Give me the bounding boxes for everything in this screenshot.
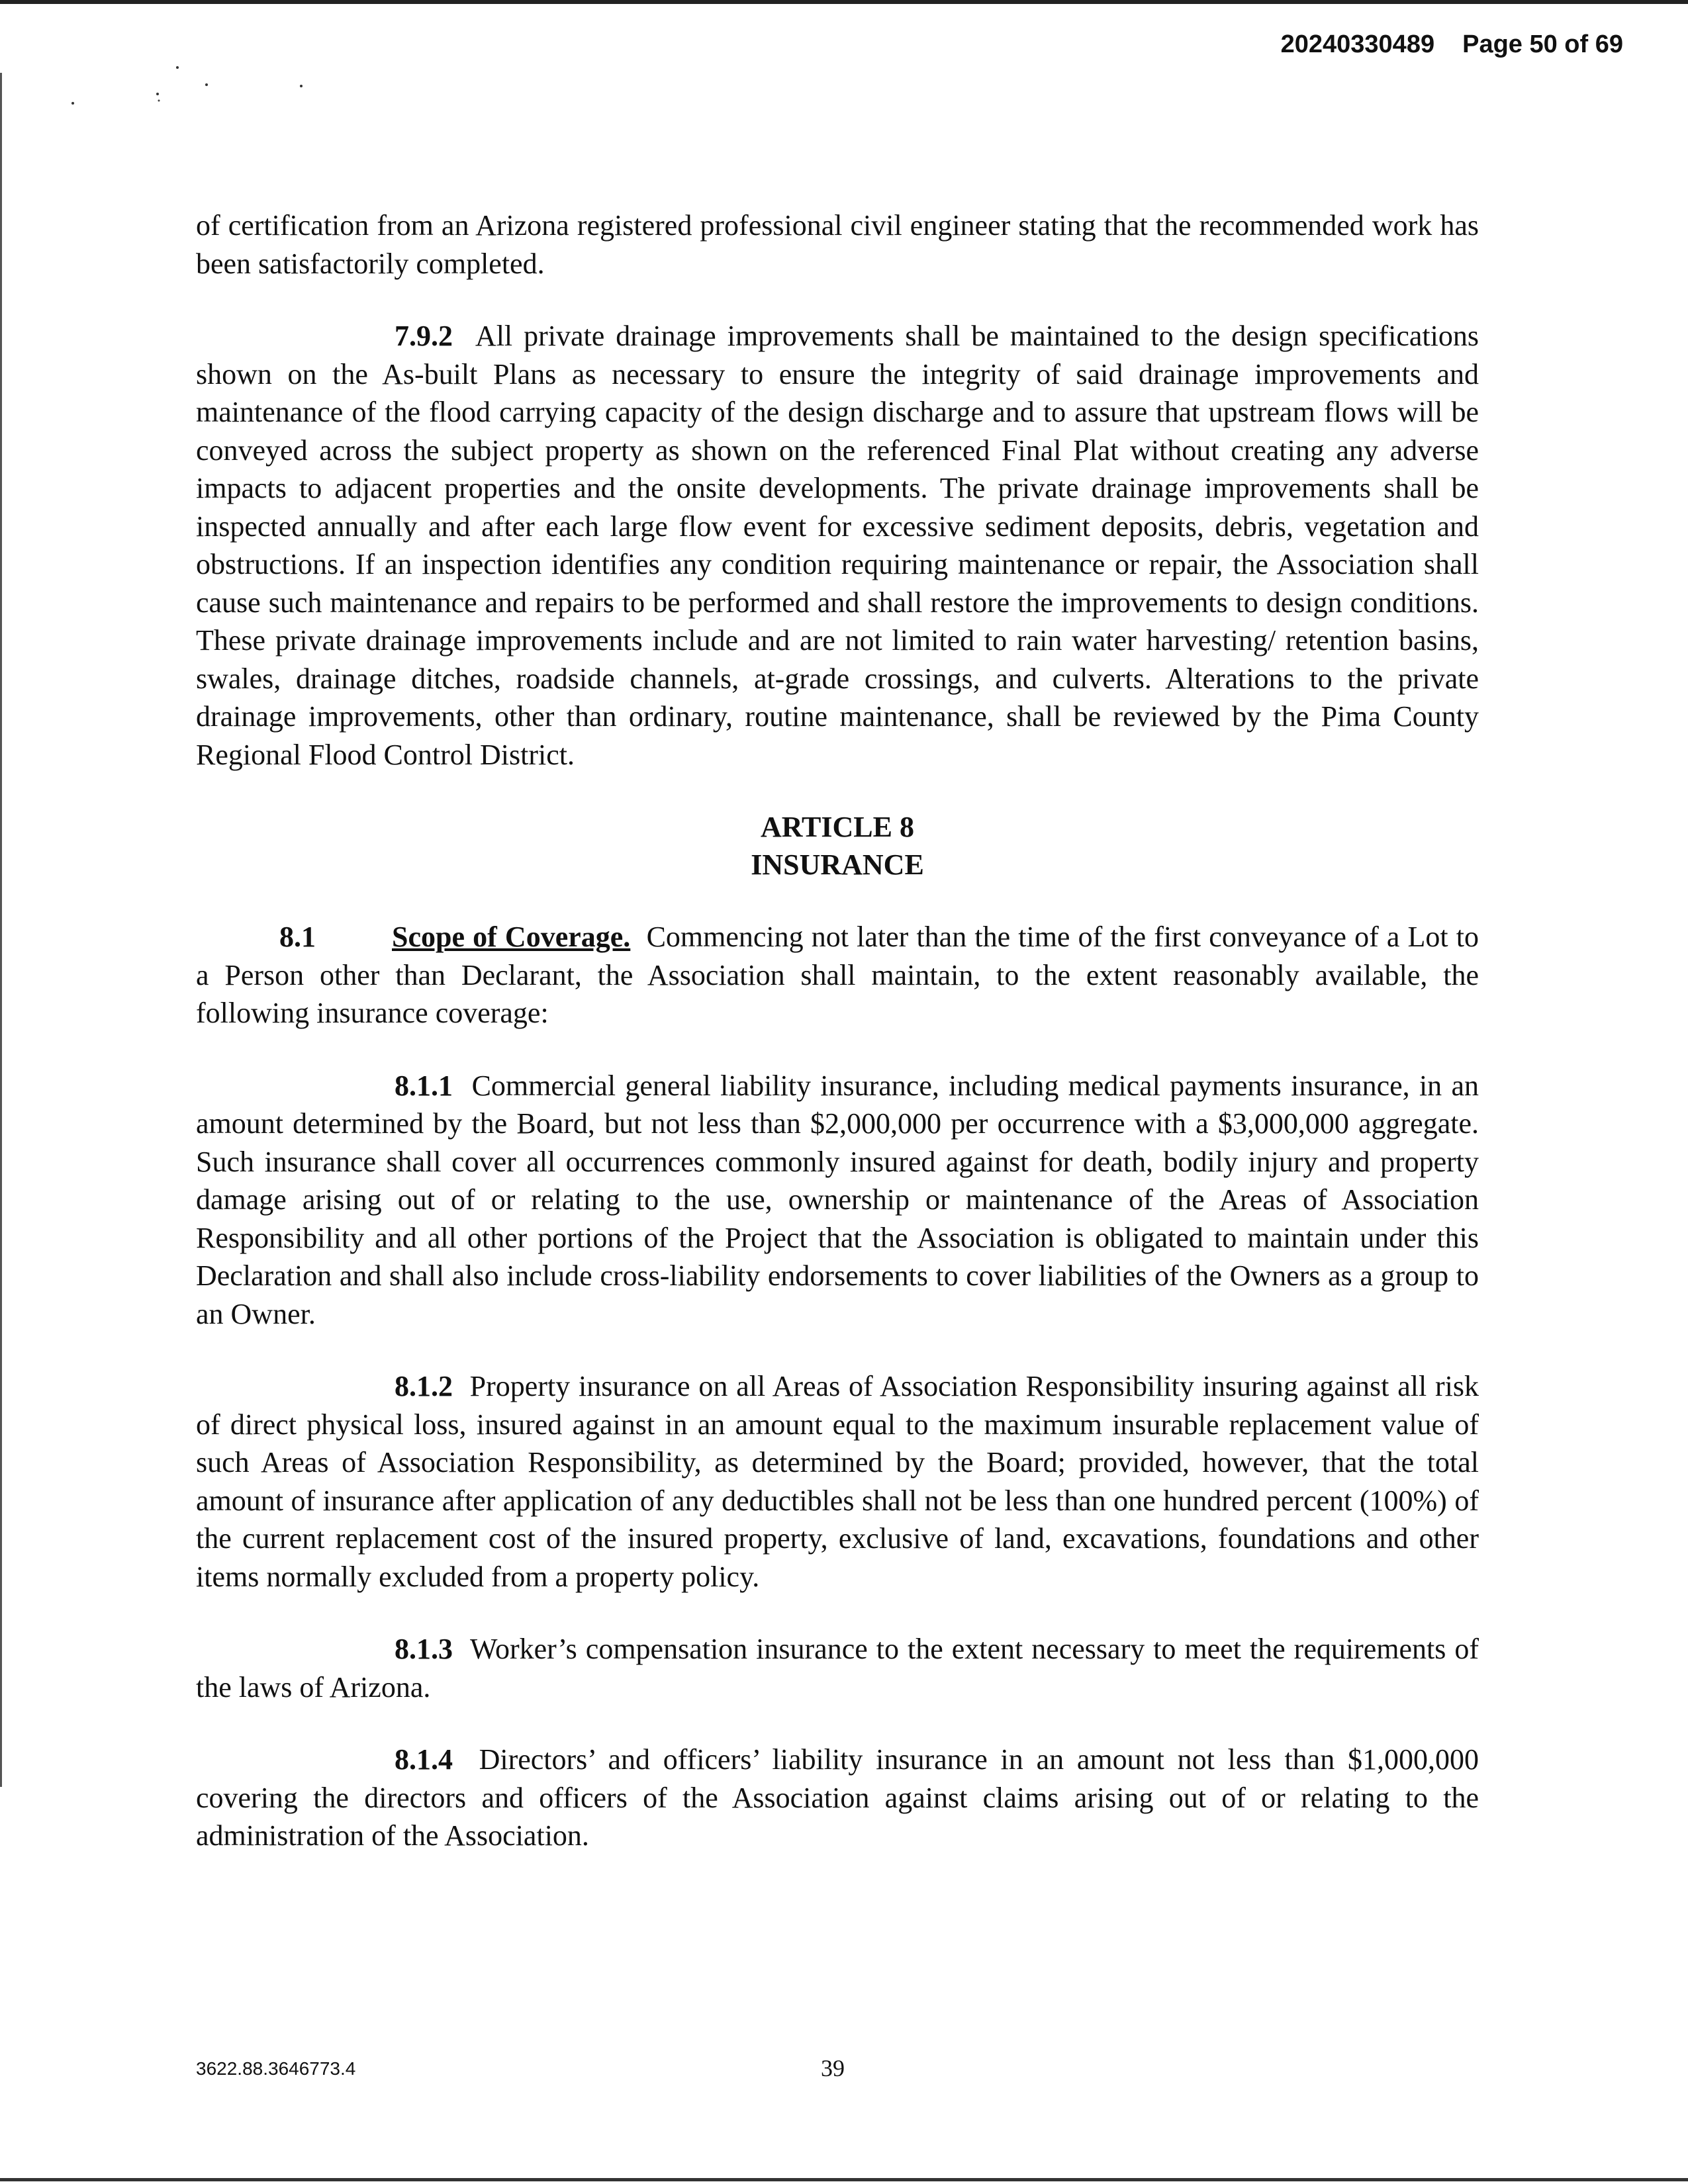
page-label: Page 50 of 69 [1462, 30, 1623, 58]
paragraph-number: 8.1.3 [395, 1633, 453, 1665]
paragraph-7-9-2 [196, 317, 1479, 774]
scan-specks [60, 60, 324, 119]
document-body [196, 206, 1479, 1889]
paragraph-number: 7.9.2 [395, 320, 453, 352]
paragraph-8-1-1 [196, 1067, 1479, 1334]
top-scan-border [0, 0, 1688, 4]
paragraph-8-1-2 [196, 1367, 1479, 1596]
left-scan-edge [0, 73, 2, 1787]
article-title: INSURANCE [751, 848, 924, 881]
recording-header [1281, 30, 1623, 59]
paragraph-text: Worker’s compensation insurance to the extent necessary to meet the requirements of the laws of Arizona. [196, 1633, 1479, 1704]
section-8-1 [196, 918, 1479, 1032]
section-title: Scope of Coverage. [392, 921, 631, 953]
document-number: 20240330489 [1280, 30, 1435, 58]
bottom-scan-border [0, 2178, 1688, 2181]
paragraph-number: 8.1.2 [395, 1370, 453, 1402]
paragraph-8-1-3 [196, 1630, 1479, 1706]
article-number: ARTICLE 8 [761, 811, 914, 843]
section-number: 8.1 [279, 921, 316, 953]
paragraph-text: Directors’ and officers’ liability insurance in an amount not less than $1,000,000 covering the directors and officers of the Association against claims arising out of or relating to the administration of the Association. [196, 1743, 1479, 1852]
paragraph-text: All private drainage improvements shall be maintained to the design specifications shown on the As-built Plans as necessary to ensure the integrity of said drainage improvements and maintenance of the flood carrying capacity of the design discharge and to assure that upstream flows will be conveyed across the subject property as shown on the referenced Final Plat without creating any adverse impacts to adjacent properties and the onsite developments. The private drainage improvements shall be inspected annually and after each large flow event for excessive sediment deposits, debris, vegetation and obstructions. If an inspection identifies any condition requiring maintenance or repair, the Association shall cause such maintenance and repairs to be performed and shall restore the improvements to design conditions. These private drainage improvements include and are not limited to rain water harvesting/ retention basins, swales, drainage ditches, roadside channels, at-grade crossings, and culverts. Alterations to the private drainage improvements, other than ordinary, routine maintenance, shall be reviewed by the Pima County Regional Flood Control District. [196, 320, 1479, 771]
paragraph-text: Property insurance on all Areas of Association Responsibility insuring against all risk of direct physical loss, insured against in an amount equal to the maximum insurable replacement value of such Areas of Association Responsibility, as determined by the Board; provided, however, that the total amount of insurance after application of any deductibles shall not be less than one hundred percent (100%) of the current replacement cost of the insured property, exclusive of land, excavations, foundations and other items normally excluded from a property policy. [196, 1370, 1479, 1593]
article-heading [196, 808, 1479, 884]
paragraph-8-1-4 [196, 1741, 1479, 1855]
footer-document-id: 3622.88.3646773.4 [196, 2058, 356, 2079]
section-text: Commencing not later than the time of the first conveyance of a Lot to a Person other than Declarant, the Association shall maintain, to the extent reasonably available, the following insurance coverage: [196, 921, 1479, 1029]
continuation-paragraph: of certification from an Arizona registered professional civil engineer stating that the recommended work has been satisfactorily completed. [196, 209, 1479, 280]
footer-page-number: 39 [821, 2055, 845, 2081]
paragraph-number: 8.1.1 [395, 1069, 453, 1102]
paragraph-text: Commercial general liability insurance, including medical payments insurance, in an amount determined by the Board, but not less than $2,000,000 per occurrence with a $3,000,000 aggregate. Such insurance shall cover all occurrences commonly insured against for death, bodily injury and property damage arising out of or relating to the use, ownership or maintenance of the Areas of Association Responsibility and all other portions of the Project that the Association is obligated to maintain under this Declaration and shall also include cross-liability endorsements to cover liabilities of the Owners as a group to an Owner. [196, 1069, 1479, 1330]
paragraph-number: 8.1.4 [395, 1743, 453, 1776]
